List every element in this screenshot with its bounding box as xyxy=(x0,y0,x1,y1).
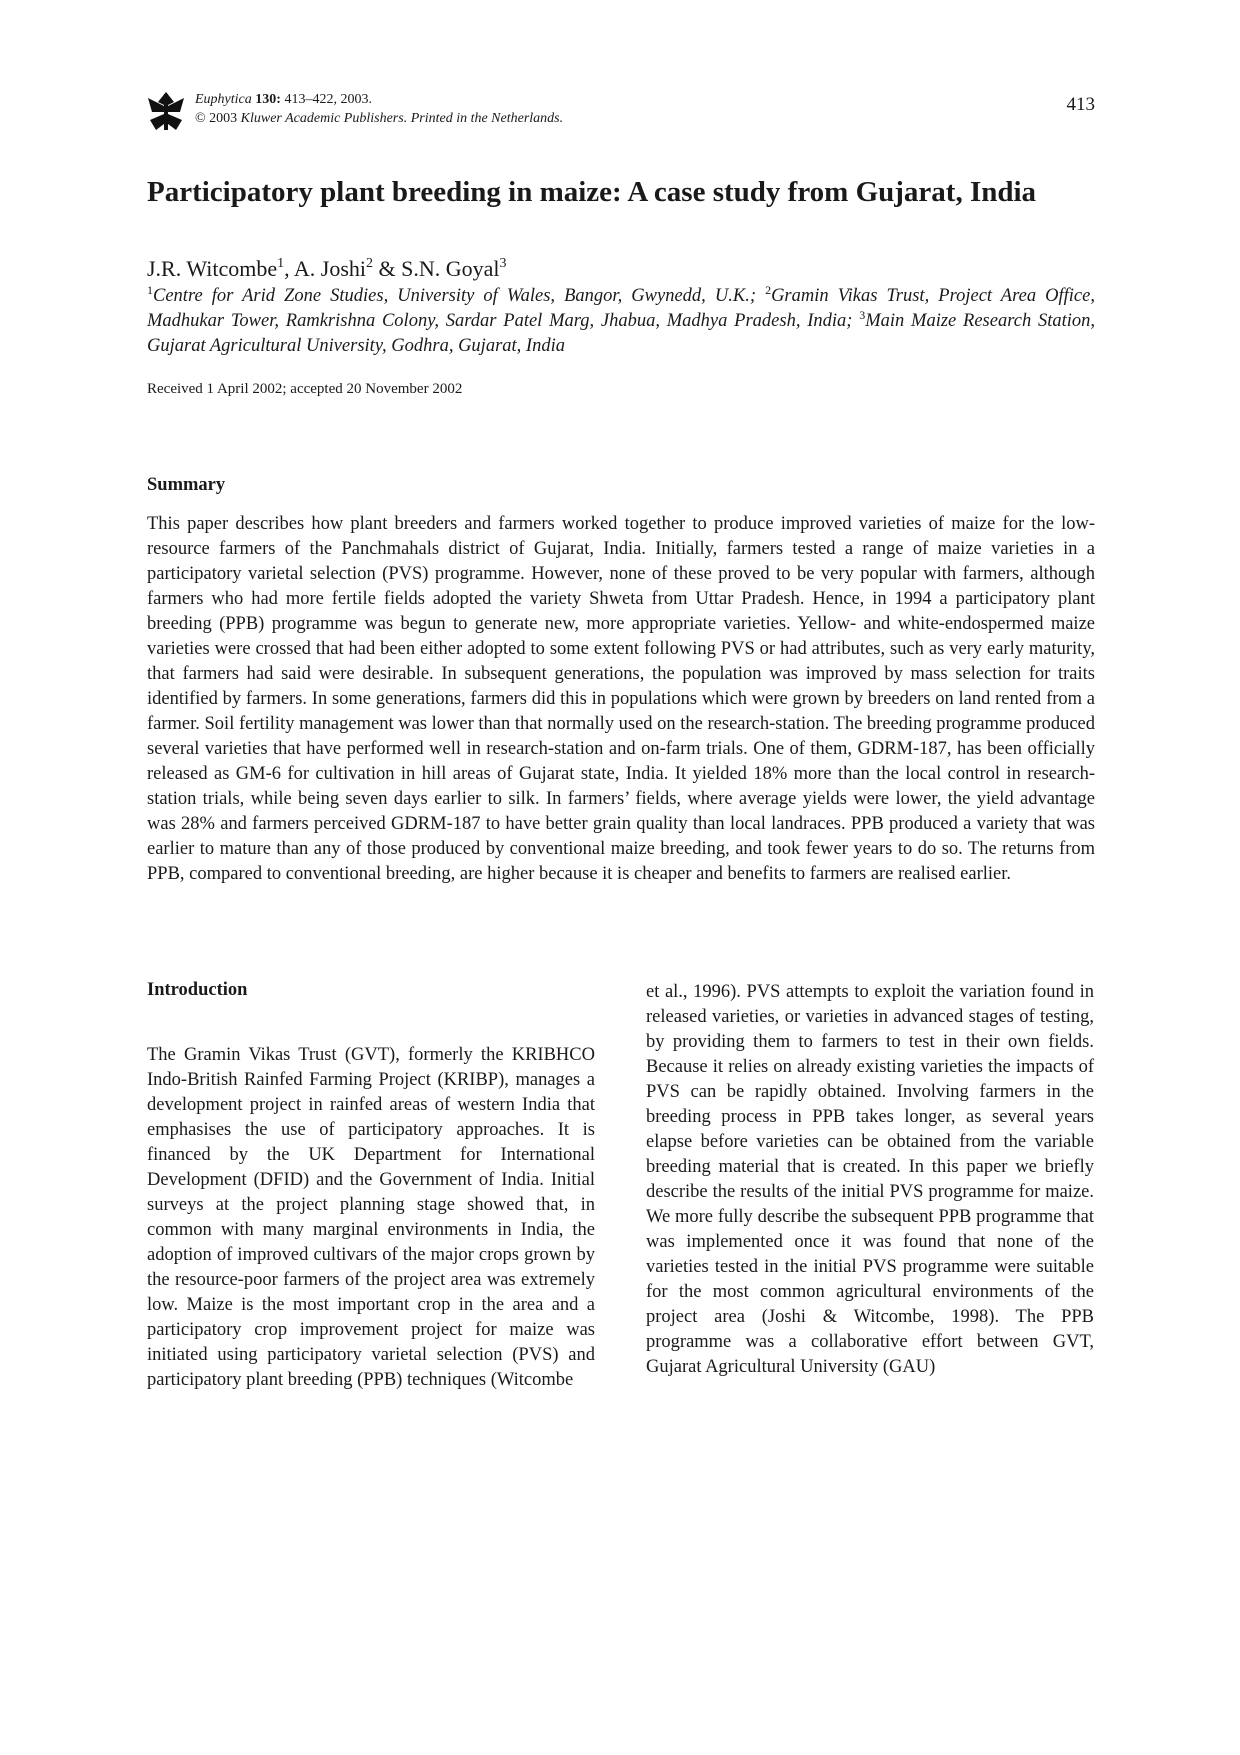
author-affiliation-mark: 1 xyxy=(277,256,285,271)
affiliation-mark: 3 xyxy=(859,308,866,322)
author-list xyxy=(147,255,1095,283)
journal-line-2 xyxy=(195,109,563,128)
author-separator: , xyxy=(284,256,294,281)
author-separator: & xyxy=(373,256,402,281)
summary-heading: Summary xyxy=(147,475,226,495)
introduction-right-column: et al., 1996). PVS attempts to exploit the variation found in released varieties, or varieties in advanced stages of testing, by providing them to farmers to test in their own fields. Because it relies on already existing varieties the impacts of PVS can be rapidly obtained. Involving farmers in the breeding process in PPB takes longer, as several years elapse before varieties can be obtained from the variable breeding material that is created. In this paper we briefly describe the results of the initial PVS programme for maize. We more fully describe the subsequent PPB programme that was implemented once it was found that none of the varieties tested in the initial PVS programme were suitable for the most common agricultural environments of the project area (Joshi & Witcombe, 1998). The PPB programme was a collaborative effort between GVT, Gujarat Agricultural University (GAU) xyxy=(646,982,1094,1377)
author-affiliation-mark: 2 xyxy=(366,256,374,271)
journal-name: Euphytica xyxy=(195,92,252,107)
affiliation-mark: 1 xyxy=(147,283,153,297)
journal-line-1 xyxy=(195,90,563,109)
introduction-left-column: The Gramin Vikas Trust (GVT), formerly the KRIBHCO Indo-British Rainfed Farming Project (KRIBP), manages a development project in rainfed areas of western India that emphasises the use of participatory approaches. It is financed by the UK Department for International Development (DFID) and the Government of India. Initial surveys at the project planning stage showed that, in common with many marginal environments in India, the adoption of improved cultivars of the major crops grown by the resource-poor farmers of the project area was extremely low. Maize is the most important crop in the area and a participatory crop improvement project for maize was initiated using participatory varietal selection (PVS) and participatory plant breeding (PPB) techniques (Witcombe xyxy=(147,1045,595,1390)
affiliations xyxy=(147,284,1095,359)
affiliation-text: Main Maize Research Station, Gujarat Agricultural University, Godhra, Gujarat, India xyxy=(147,311,1096,356)
affiliation-text: Gramin Vikas Trust, Project Area Office, Madhukar Tower, Ramkrishna Colony, Sardar Patel Marg, Jhabua, Madhya Pradesh, India; xyxy=(147,286,1095,331)
journal-volume: 130: xyxy=(255,92,281,107)
author-name: A. Joshi xyxy=(293,256,367,281)
author-name: S.N. Goyal xyxy=(401,256,500,281)
author-name: J.R. Witcombe xyxy=(147,256,278,281)
affiliation-mark: 2 xyxy=(765,283,772,297)
journal-pages: 413–422, 2003. xyxy=(284,92,372,107)
paper-title: Participatory plant breeding in maize: A case study from Gujarat, India xyxy=(147,176,1037,208)
journal-header xyxy=(147,88,1095,134)
page-number: 413 xyxy=(1066,94,1095,115)
journal-citation xyxy=(195,90,563,128)
author-affiliation-mark: 3 xyxy=(499,256,507,271)
publisher-name: Kluwer Academic Publishers. Printed in the Netherlands. xyxy=(240,111,564,126)
publisher-logo-icon xyxy=(147,90,185,132)
copyright-year: © 2003 xyxy=(195,111,238,126)
introduction-heading: Introduction xyxy=(147,980,248,1000)
summary-text: This paper describes how plant breeders and farmers worked together to produce improved varieties of maize for the low-resource farmers of the Panchmahals district of Gujarat, India. Initially, farmers tested a range of maize varieties in a participatory varietal selection (PVS) programme. However, none of these proved to be very popular with farmers, although farmers who had more fertile fields adopted the variety Shweta from Uttar Pradesh. Hence, in 1994 a participatory plant breeding (PPB) programme was begun to generate new, more appropriate varieties. Yellow- and white-endospermed maize varieties were crossed that had been either adopted to some extent following PVS or had attributes, such as very early maturity, that farmers had said were desirable. In subsequent generations, the population was improved by mass selection for traits identified by farmers. In some generations, farmers did this in populations which were grown by breeders on land rented from a farmer. Soil fertility management was lower than that normally used on the research-station. The breeding programme produced several varieties that have performed well in research-station and on-farm trials. One of them, GDRM-187, has been officially released as GM-6 for cultivation in hill areas of Gujarat state, India. It yielded 18% more than the local control in research-station trials, while being seven days earlier to silk. In farmers’ fields, where average yields were lower, the yield advantage was 28% and farmers perceived GDRM-187 to have better grain quality than local landraces. PPB produced a variety that was earlier to mature than any of those produced by conventional maize breeding, and took fewer years to do so. The returns from PPB, compared to conventional breeding, are higher because it is cheaper and benefits to farmers are realised earlier. xyxy=(147,514,1095,884)
affiliation-text: Centre for Arid Zone Studies, University of Wales, Bangor, Gwynedd, U.K.; xyxy=(153,286,766,306)
received-dates: Received 1 April 2002; accepted 20 November 2002 xyxy=(147,381,463,397)
